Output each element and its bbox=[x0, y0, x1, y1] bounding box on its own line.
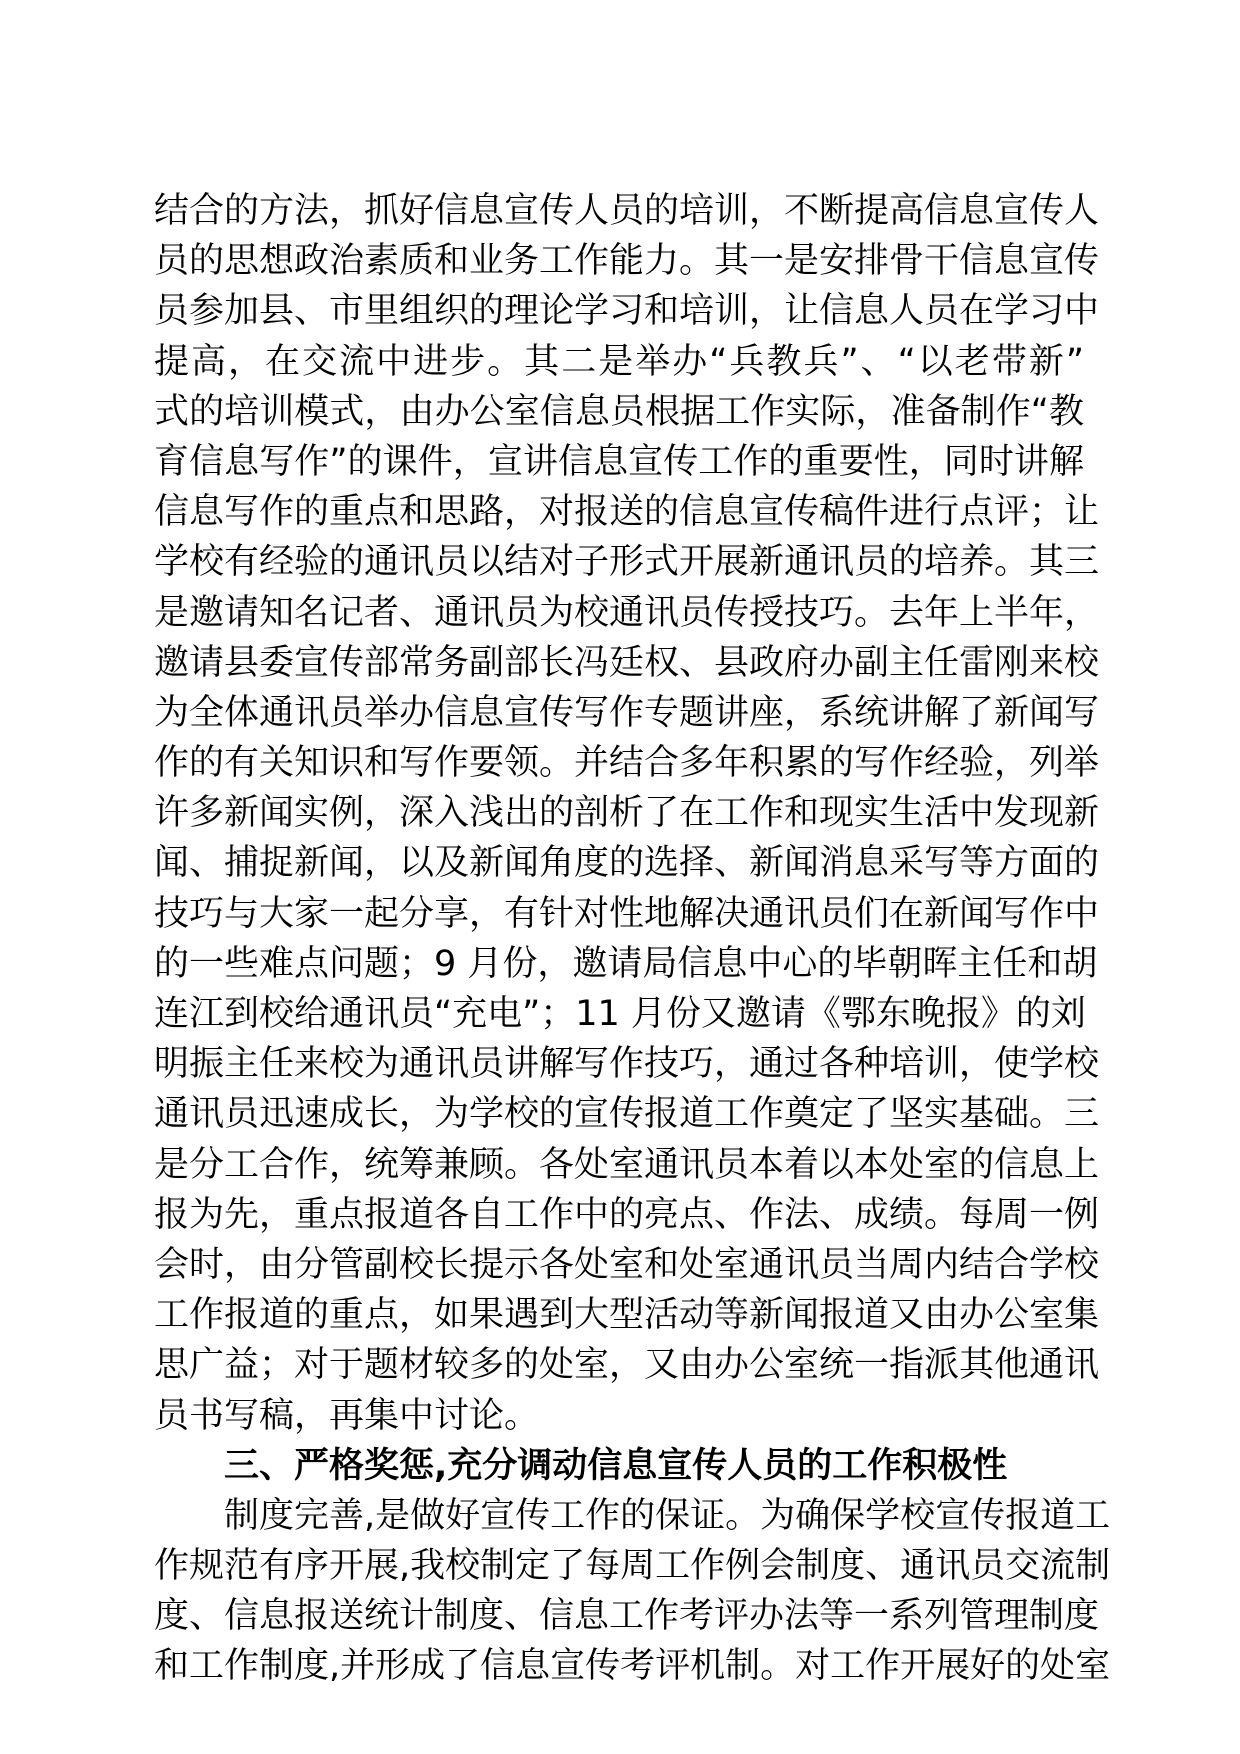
text-line: 员书写稿，再集中讨论。 bbox=[154, 1395, 540, 1436]
body-text bbox=[154, 186, 1111, 1692]
text-line: 连江到校给通讯员“充电”；11 月份又邀请《鄂东晚报》的刘 bbox=[154, 994, 1086, 1034]
text-line: 学校有经验的通讯员以结对子形式开展新通讯员的培养。其三 bbox=[154, 542, 1100, 583]
text-line: 许多新闻实例，深入浅出的剖析了在工作和现实生活中发现新 bbox=[154, 793, 1100, 834]
text-line: 制度完善,是做好宣传工作的保证。为确保学校宣传报道工 bbox=[224, 1495, 1111, 1536]
section-heading: 三、严格奖惩,充分调动信息宣传人员的工作积极性 bbox=[224, 1445, 1008, 1486]
text-line: 式的培训模式，由办公室信息员根据工作实际，准备制作“教 bbox=[154, 391, 1084, 432]
text-line: 是分工合作，统筹兼顾。各处室通讯员本着以本处室的信息上 bbox=[154, 1144, 1100, 1185]
text-line: 育信息写作”的课件，宣讲信息宣传工作的重要性，同时讲解 bbox=[154, 441, 1084, 482]
text-line: 是邀请知名记者、通讯员为校通讯员传授技巧。去年上半年， bbox=[154, 592, 1100, 633]
text-line: 结合的方法，抓好信息宣传人员的培训，不断提高信息宣传人 bbox=[154, 191, 1100, 231]
text-line: 思广益；对于题材较多的处室，又由办公室统一指派其他通讯 bbox=[154, 1345, 1100, 1386]
text-line: 员参加县、市里组织的理论学习和培训，让信息人员在学习中 bbox=[154, 291, 1100, 332]
text-line: 信息写作的重点和思路，对报送的信息宣传稿件进行点评；让 bbox=[154, 492, 1100, 533]
text-line: 员的思想政治素质和业务工作能力。其一是安排骨干信息宣传 bbox=[154, 241, 1100, 282]
text-line: 作规范有序开展,我校制定了每周工作例会制度、通讯员交流制 bbox=[154, 1546, 1111, 1587]
text-line: 闻、捕捉新闻，以及新闻角度的选择、新闻消息采写等方面的 bbox=[154, 843, 1100, 884]
text-line: 通讯员迅速成长，为学校的宣传报道工作奠定了坚实基础。三 bbox=[154, 1094, 1100, 1135]
text-line: 技巧与大家一起分享，有针对性地解决通讯员们在新闻写作中 bbox=[154, 893, 1100, 934]
text-line: 会时，由分管副校长提示各处室和处室通讯员当周内结合学校 bbox=[154, 1244, 1100, 1285]
text-line: 明振主任来校为通讯员讲解写作技巧，通过各种培训，使学校 bbox=[154, 1044, 1100, 1085]
text-line: 提高，在交流中进步。其二是举办“兵教兵”、“以老带新” bbox=[154, 341, 1084, 382]
text-line: 邀请县委宣传部常务副部长冯廷权、县政府办副主任雷刚来校 bbox=[154, 642, 1100, 683]
text-line: 度、信息报送统计制度、信息工作考评办法等一系列管理制度 bbox=[154, 1596, 1100, 1637]
text-line: 为全体通讯员举办信息宣传写作专题讲座，系统讲解了新闻写 bbox=[154, 692, 1100, 733]
text-line: 作的有关知识和写作要领。并结合多年积累的写作经验，列举 bbox=[154, 743, 1100, 784]
text-line: 报为先，重点报道各自工作中的亮点、作法、成绩。每周一例 bbox=[154, 1194, 1100, 1235]
text-line: 工作报道的重点，如果遇到大型活动等新闻报道又由办公室集 bbox=[154, 1295, 1100, 1336]
text-line: 和工作制度,并形成了信息宣传考评机制。对工作开展好的处室 bbox=[154, 1646, 1111, 1687]
text-line: 的一些难点问题；9 月份，邀请局信息中心的毕朝晖主任和胡 bbox=[154, 943, 1098, 984]
